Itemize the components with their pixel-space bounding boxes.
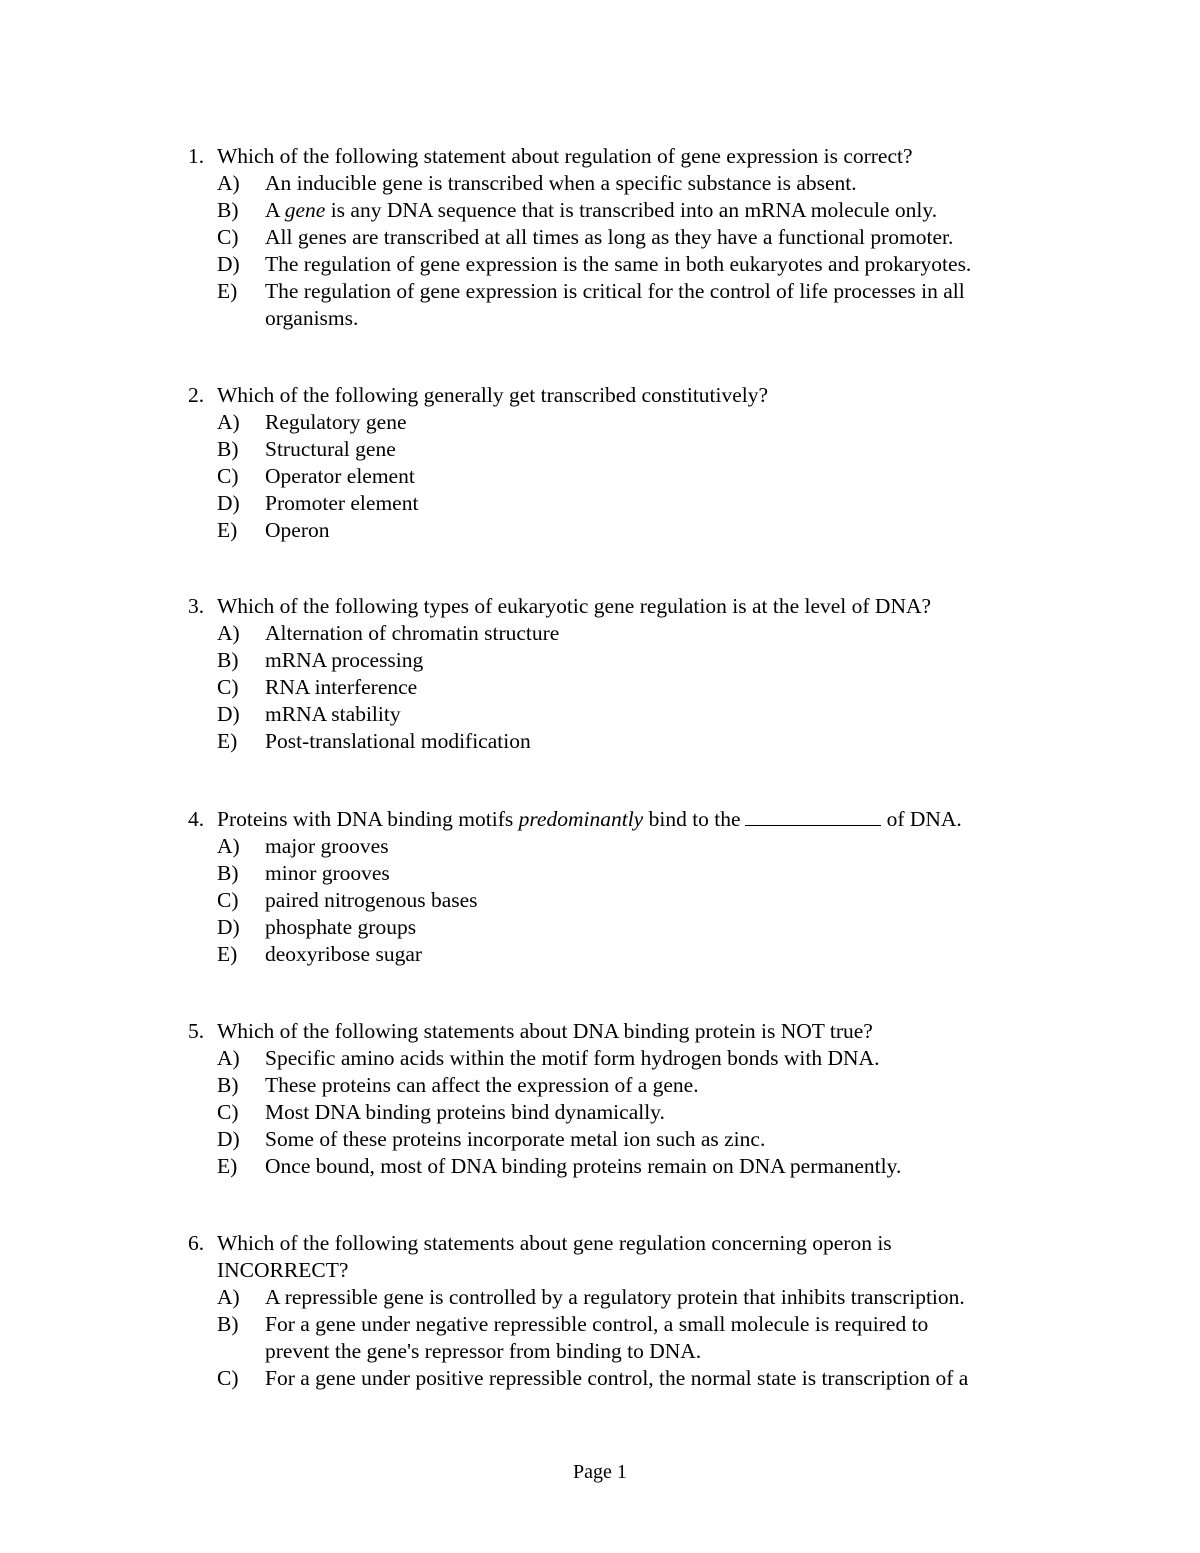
question-number: 1.: [188, 144, 205, 168]
option-c: C) paired nitrogenous bases: [188, 887, 1048, 914]
option-text-continued: organisms.: [265, 306, 359, 330]
option-text: phosphate groups: [265, 915, 417, 939]
option-a: A) Regulatory gene: [188, 409, 1048, 436]
question-number: 3.: [188, 594, 205, 618]
option-text: For a gene under negative repressible control, a small molecule is required to: [265, 1312, 929, 1336]
option-text: mRNA processing: [265, 648, 424, 672]
option-text: The regulation of gene expression is critical for the control of life processes in all: [265, 279, 965, 303]
option-text: Specific amino acids within the motif form hydrogen bonds with DNA.: [265, 1046, 880, 1070]
question-stem-continued: INCORRECT?: [217, 1258, 349, 1282]
question-stem: Which of the following statement about regulation of gene expression is correct?: [217, 144, 913, 168]
option-b: B) These proteins can affect the expression of a gene.: [188, 1072, 1048, 1099]
option-text: An inducible gene is transcribed when a specific substance is absent.: [265, 171, 857, 195]
option-c: C) All genes are transcribed at all times as long as they have a functional promoter.: [188, 224, 1048, 251]
question-number: 4.: [188, 807, 205, 831]
option-text: Some of these proteins incorporate metal ion such as zinc.: [265, 1127, 766, 1151]
option-d: D) Promoter element: [188, 490, 1048, 517]
option-text: Structural gene: [265, 437, 396, 461]
answer-blank: [745, 807, 881, 826]
option-d: D) phosphate groups: [188, 914, 1048, 941]
option-d: D) mRNA stability: [188, 701, 1048, 728]
option-text: major grooves: [265, 834, 389, 858]
option-text: mRNA stability: [265, 702, 401, 726]
option-text-continued: prevent the gene's repressor from binding to DNA.: [265, 1339, 702, 1363]
option-e: E) Post-translational modification: [188, 728, 1048, 755]
option-text: Promoter element: [265, 491, 419, 515]
question-stem: Proteins with DNA binding motifs predominantly bind to the of DNA.: [217, 807, 962, 831]
option-text: deoxyribose sugar: [265, 942, 423, 966]
option-b: B) For a gene under negative repressible control, a small molecule is required to prevent the gene's repressor from binding to DNA.: [188, 1311, 1048, 1365]
option-b: B) mRNA processing: [188, 647, 1048, 674]
emphasis: gene: [284, 198, 326, 222]
question-3: [188, 593, 1048, 755]
question-number: 6.: [188, 1231, 205, 1255]
option-a: A) Alternation of chromatin structure: [188, 620, 1048, 647]
option-a: A) An inducible gene is transcribed when a specific substance is absent.: [188, 170, 1048, 197]
option-e: E) deoxyribose sugar: [188, 941, 1048, 968]
option-b: B) Structural gene: [188, 436, 1048, 463]
option-text: paired nitrogenous bases: [265, 888, 478, 912]
option-d: D) The regulation of gene expression is the same in both eukaryotes and prokaryotes.: [188, 251, 1048, 278]
question-stem: Which of the following statements about gene regulation concerning operon is: [217, 1231, 892, 1255]
option-text: These proteins can affect the expression of a gene.: [265, 1073, 699, 1097]
question-2: [188, 382, 1048, 544]
option-e: E) Once bound, most of DNA binding proteins remain on DNA permanently.: [188, 1153, 1048, 1180]
question-5: [188, 1018, 1048, 1180]
option-e: E) Operon: [188, 517, 1048, 544]
page-footer: Page 1: [573, 1461, 627, 1483]
option-text: For a gene under positive repressible control, the normal state is transcription of a: [265, 1366, 969, 1390]
option-text: Most DNA binding proteins bind dynamically.: [265, 1100, 665, 1124]
question-stem: Which of the following generally get transcribed constitutively?: [217, 383, 769, 407]
question-4: [188, 806, 1048, 968]
question-1: [188, 143, 1048, 332]
question-6: [188, 1230, 1048, 1392]
option-e: E) The regulation of gene expression is critical for the control of life processes in all organisms.: [188, 278, 1048, 332]
option-text: Operator element: [265, 464, 415, 488]
question-number: 5.: [188, 1019, 205, 1043]
option-c: C) For a gene under positive repressible control, the normal state is transcription of a: [188, 1365, 1048, 1392]
question-stem: Which of the following statements about DNA binding protein is NOT true?: [217, 1019, 873, 1043]
option-c: C) Operator element: [188, 463, 1048, 490]
option-c: C) RNA interference: [188, 674, 1048, 701]
option-text: All genes are transcribed at all times as long as they have a functional promoter.: [265, 225, 954, 249]
option-a: A) A repressible gene is controlled by a regulatory protein that inhibits transcription.: [188, 1284, 1048, 1311]
option-text: A repressible gene is controlled by a regulatory protein that inhibits transcription.: [265, 1285, 965, 1309]
question-number: 2.: [188, 383, 205, 407]
option-a: A) Specific amino acids within the motif form hydrogen bonds with DNA.: [188, 1045, 1048, 1072]
emphasis: predominantly: [518, 807, 644, 831]
option-b: B) A gene is any DNA sequence that is transcribed into an mRNA molecule only.: [188, 197, 1048, 224]
option-b: B) minor grooves: [188, 860, 1048, 887]
question-stem: Which of the following types of eukaryotic gene regulation is at the level of DNA?: [217, 594, 932, 618]
option-text: Once bound, most of DNA binding proteins remain on DNA permanently.: [265, 1154, 902, 1178]
option-text: The regulation of gene expression is the same in both eukaryotes and prokaryotes.: [265, 252, 972, 276]
option-text: Alternation of chromatin structure: [265, 621, 560, 645]
option-text: A gene is any DNA sequence that is transcribed into an mRNA molecule only.: [265, 198, 938, 222]
option-text: minor grooves: [265, 861, 390, 885]
option-text: Post-translational modification: [265, 729, 531, 753]
option-text: RNA interference: [265, 675, 418, 699]
option-text: Operon: [265, 518, 330, 542]
option-text: Regulatory gene: [265, 410, 407, 434]
option-d: D) Some of these proteins incorporate metal ion such as zinc.: [188, 1126, 1048, 1153]
option-c: C) Most DNA binding proteins bind dynamically.: [188, 1099, 1048, 1126]
option-a: A) major grooves: [188, 833, 1048, 860]
